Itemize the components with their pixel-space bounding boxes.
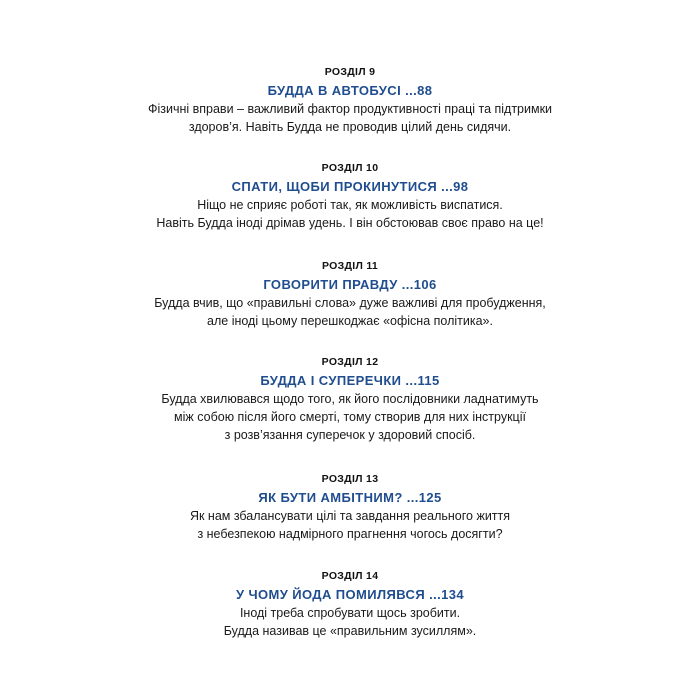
- chapter-title: БУДДА І СУПЕРЕЧКИ ...115: [260, 373, 440, 388]
- chapter-12: [0, 353, 700, 444]
- chapter-description: [0, 604, 700, 640]
- description-line: Іноді треба спробувати щось зробити.: [239, 606, 461, 620]
- chapter-description: [0, 507, 700, 543]
- chapter-title: ГОВОРИТИ ПРАВДУ ...106: [263, 277, 437, 292]
- chapter-13: [0, 470, 700, 543]
- chapter-9: [0, 63, 700, 136]
- chapter-description: [0, 100, 700, 136]
- description-line: Навіть Будда іноді дрімав удень. І він обстоював своє право на це!: [156, 216, 544, 230]
- description-line: Будда вчив, що «правильні слова» дуже важливі для пробудження,: [154, 296, 546, 310]
- chapter-11: [0, 257, 700, 330]
- description-line: Фізичні вправи – важливий фактор продуктивності праці та підтримки: [147, 102, 553, 116]
- description-line: Будда хвилювався щодо того, як його послідовники ладнатимуть: [161, 392, 539, 406]
- description-line: з розв’язання суперечок у здоровий спосіб.: [224, 428, 476, 442]
- description-line: здоров’я. Навіть Будда не проводив цілий день сидячи.: [188, 120, 512, 134]
- chapter-label: РОЗДІЛ 13: [321, 473, 379, 485]
- chapter-label: РОЗДІЛ 9: [324, 66, 376, 78]
- chapter-label: РОЗДІЛ 11: [321, 260, 379, 272]
- description-line: але іноді цьому перешкоджає «офісна політика».: [207, 314, 493, 328]
- chapter-title: БУДДА В АВТОБУСІ ...88: [267, 83, 433, 98]
- chapter-title: СПАТИ, ЩОБИ ПРОКИНУТИСЯ ...98: [231, 179, 469, 194]
- chapter-title: У ЧОМУ ЙОДА ПОМИЛЯВСЯ ...134: [235, 587, 465, 602]
- chapter-description: [0, 294, 700, 330]
- chapter-14: [0, 567, 700, 640]
- chapter-description: [0, 390, 700, 444]
- description-line: між собою після його смерті, тому створив для них інструкції: [174, 410, 526, 424]
- description-line: Як нам збалансувати цілі та завдання реального життя: [189, 509, 511, 523]
- description-line: з небезпекою надмірного прагнення чогось досягти?: [197, 527, 503, 541]
- chapter-label: РОЗДІЛ 12: [321, 356, 379, 368]
- chapter-label: РОЗДІЛ 14: [321, 570, 379, 582]
- chapter-title: ЯК БУТИ АМБІТНИМ? ...125: [258, 490, 442, 505]
- chapter-label: РОЗДІЛ 10: [321, 162, 379, 174]
- chapter-10: [0, 159, 700, 232]
- chapter-description: [0, 196, 700, 232]
- description-line: Будда називав це «правильним зусиллям».: [223, 624, 477, 638]
- description-line: Ніщо не сприяє роботі так, як можливість виспатися.: [197, 198, 503, 212]
